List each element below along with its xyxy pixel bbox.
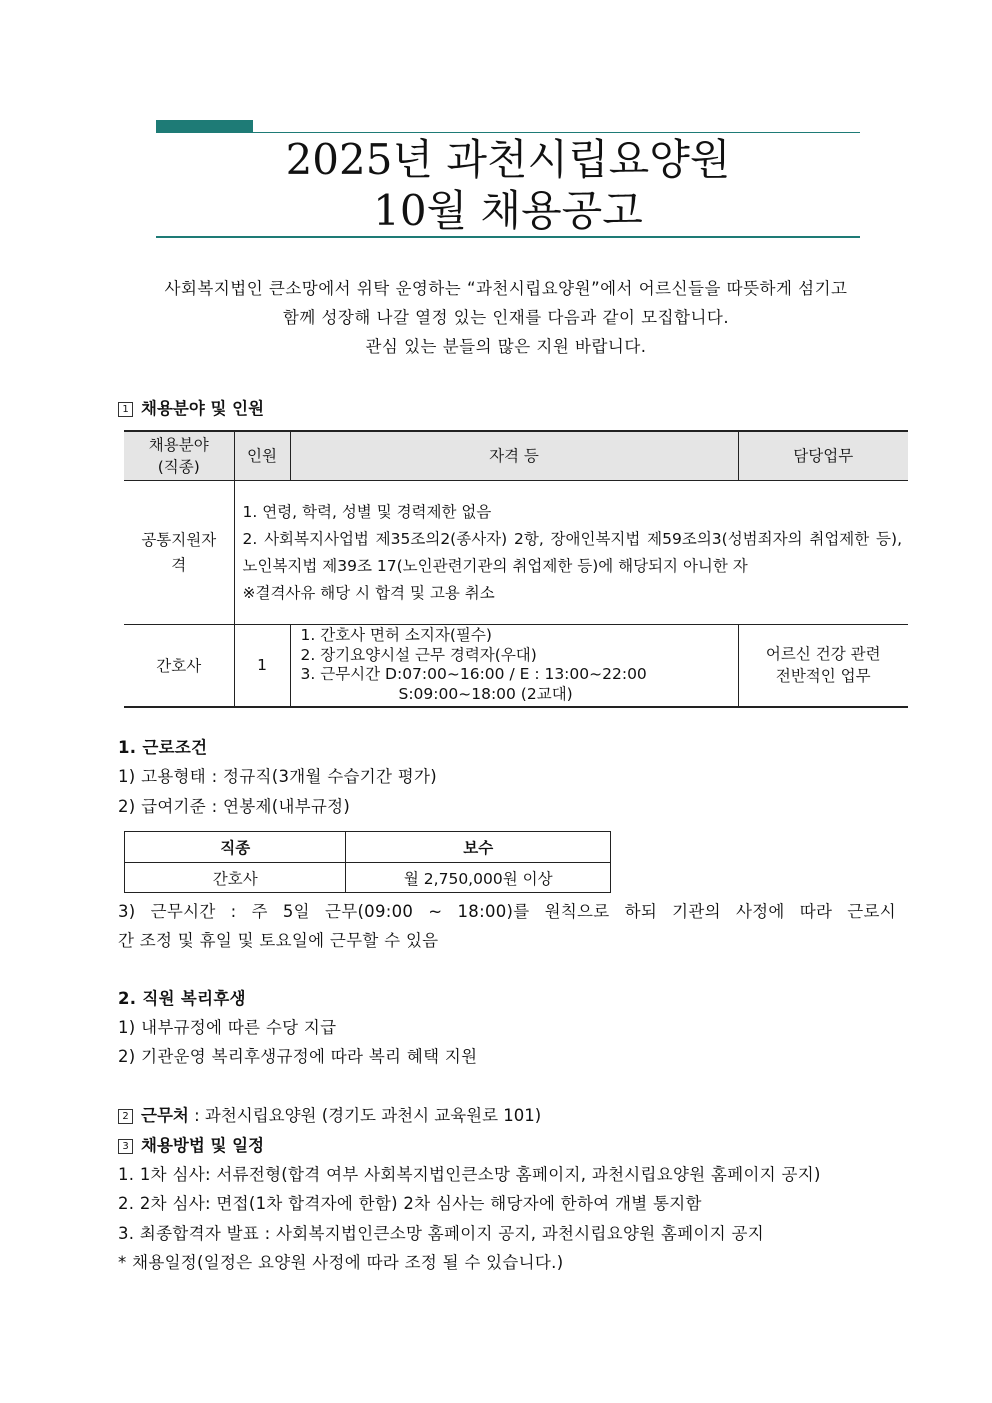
title-top-rule: [156, 132, 860, 133]
welfare-heading: 2. 직원 복리후생: [118, 989, 246, 1008]
table-header-row: [124, 431, 908, 481]
employment-type: 1) 고용형태 : 정규직(3개월 수습기간 평가): [118, 767, 437, 786]
working-hours-line-1: 3) 근무시간 : 주 5일 근무(09:00 ~ 18:00)를 원칙으로 하되 기관의 사정에 따라 근로시: [118, 902, 896, 921]
salary-row: [125, 863, 611, 893]
salary-header-pay: 보수: [346, 832, 611, 863]
intro-line: 사회복지법인 큰소망에서 위탁 운영하는 “과천시립요양원”에서 어르신들을 따뜻하게 섬기고: [164, 279, 848, 298]
section-2-workplace: [118, 1101, 541, 1130]
schedule-item: 1. 1차 심사: 서류전형(합격 여부 사회복지법인큰소망 홈페이지, 과천시립요양원 홈페이지 공지): [118, 1165, 821, 1184]
title-bottom-rule: [156, 236, 860, 238]
nurse-duty: [738, 625, 908, 707]
header-qualification: 자격 등: [290, 431, 738, 481]
common-line: 1. 연령, 학력, 성별 및 경력제한 없음: [242, 502, 492, 521]
nurse-line: S:09:00~18:00 (2교대): [398, 684, 573, 703]
section-3-heading: [118, 1131, 264, 1160]
welfare-item: 2) 기관운영 복리후생규정에 따라 복리 혜택 지원: [118, 1047, 478, 1066]
section-3-title: 채용방법 및 일정: [141, 1136, 265, 1155]
salary-amount: 월 2,750,000원 이상: [346, 863, 611, 893]
schedule-item: 2. 2차 심사: 면접(1차 합격자에 한함) 2차 심사는 해당자에 한하여 개별 통지함: [118, 1194, 702, 1213]
title-line-1: 2025년 과천시립요양원: [285, 135, 731, 184]
header-field: [124, 431, 234, 481]
intro-line: 관심 있는 분들의 많은 지원 바랍니다.: [365, 337, 647, 356]
header-field-text: 채용분야 (직종): [148, 436, 209, 476]
welfare-item: 1) 내부규정에 따른 수당 지급: [118, 1018, 337, 1037]
intro-line: 함께 성장해 나갈 열정 있는 인재를 다음과 같이 모집합니다.: [282, 308, 730, 327]
nurse-count: 1: [234, 625, 290, 707]
title-line-2: 10월 채용공고: [373, 186, 643, 235]
section-1-title: 채용분야 및 인원: [141, 399, 265, 418]
salary-basis: 2) 급여기준 : 연봉제(내부규정): [118, 797, 351, 816]
table-row-nurse: [124, 625, 908, 707]
salary-table: [124, 831, 611, 893]
table-row-common: [124, 481, 908, 625]
nurse-line: 2. 장기요양시설 근무 경력자(우대): [300, 645, 537, 664]
nurse-field: 간호사: [124, 625, 234, 707]
section-number-box: 2: [118, 1109, 133, 1124]
section-number-box: 3: [118, 1139, 133, 1154]
header-count: 인원: [234, 431, 290, 481]
common-qualification-label: 공통지원자격: [124, 481, 234, 625]
page-title: [156, 134, 860, 236]
nurse-qualification: [290, 625, 738, 707]
common-line: ※결격사유 해당 시 합격 및 고용 취소: [242, 583, 495, 602]
intro-paragraph: [110, 274, 902, 361]
recruitment-table: [124, 430, 908, 708]
common-line: 2. 사회복지사업법 제35조의2(종사자) 2항, 장애인복지법 제59조의3(성범죄자의 취업제한 등), 노인복지법 제39조 17(노인관련기관의 취업제한 등)에 해당되지 아니한 자: [242, 529, 902, 575]
work-conditions-heading: 1. 근로조건: [118, 738, 208, 757]
common-qualification-content: [234, 481, 908, 625]
header-duty: 담당업무: [738, 431, 908, 481]
schedule-item: 3. 최종합격자 발표 : 사회복지법인큰소망 홈페이지 공지, 과천시립요양원 홈페이지 공지: [118, 1224, 765, 1243]
section-1-heading: [118, 394, 264, 423]
salary-header-row: [125, 832, 611, 863]
section-2-title: 근무처: [141, 1106, 189, 1125]
workplace-address: : 과천시립요양원 (경기도 과천시 교육원로 101): [188, 1106, 542, 1125]
salary-job: 간호사: [125, 863, 346, 893]
nurse-line: 1. 간호사 면허 소지자(필수): [300, 626, 492, 645]
working-hours-line-2: 간 조정 및 휴일 및 토요일에 근무할 수 있음: [118, 931, 439, 950]
salary-header-job: 직종: [125, 832, 346, 863]
section-number-box: 1: [118, 402, 133, 417]
schedule-note: * 채용일정(일정은 요양원 사정에 따라 조정 될 수 있습니다.): [118, 1253, 564, 1272]
nurse-duty-text: 어르신 건강 관련 전반적인 업무: [765, 645, 881, 686]
nurse-line: 3. 근무시간 D:07:00~16:00 / E : 13:00~22:00: [300, 665, 647, 684]
